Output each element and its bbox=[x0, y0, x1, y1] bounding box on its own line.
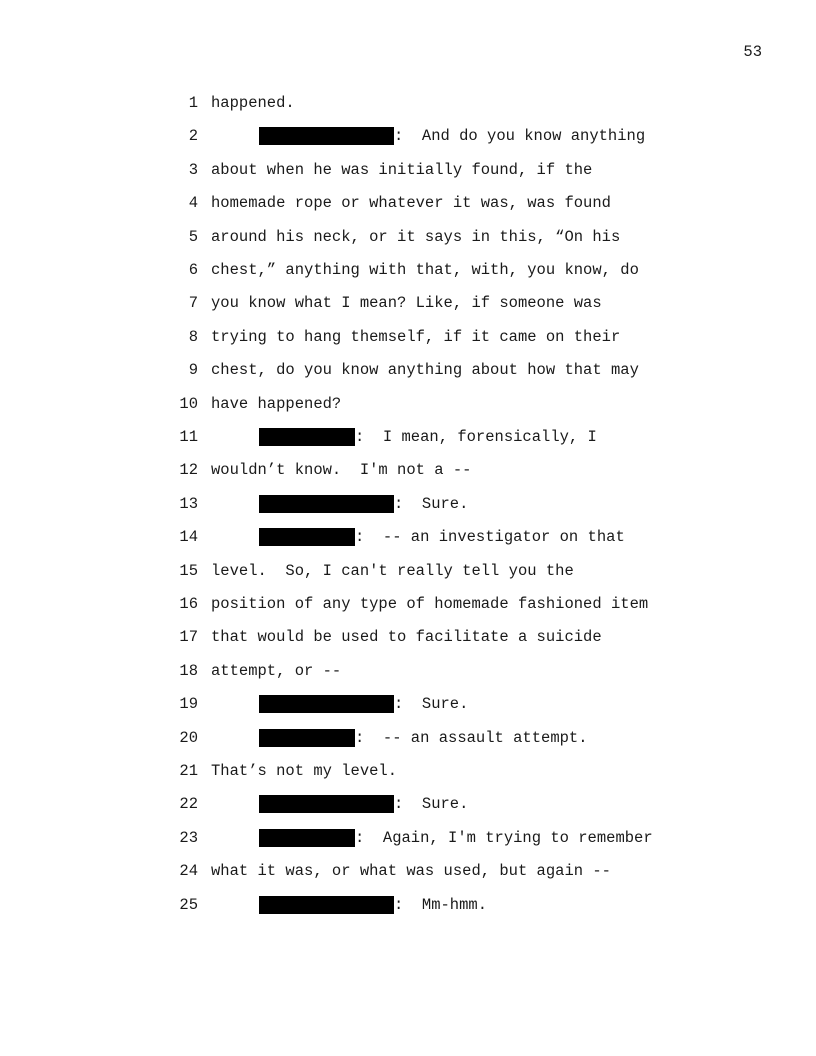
line-content: around his neck, or it says in this, “On his bbox=[211, 227, 621, 246]
line-number: 2 bbox=[188, 127, 198, 146]
line-number: 25 bbox=[179, 895, 198, 914]
transcript-line bbox=[0, 94, 816, 114]
transcript-line bbox=[0, 628, 816, 648]
transcript-line bbox=[0, 595, 816, 615]
line-number: 1 bbox=[188, 94, 198, 112]
line-text: : -- an assault attempt. bbox=[355, 728, 588, 747]
line-number: 8 bbox=[188, 327, 198, 346]
page-number: 53 bbox=[743, 43, 762, 61]
line-content: homemade rope or whatever it was, was found bbox=[211, 194, 611, 213]
line-content: chest,” anything with that, with, you know, do bbox=[211, 261, 639, 279]
redacted-speaker-name bbox=[259, 495, 394, 513]
line-text: : Sure. bbox=[394, 494, 469, 513]
redacted-speaker-name bbox=[259, 528, 355, 546]
line-content: happened. bbox=[211, 94, 295, 112]
line-content: that would be used to facilitate a suicide bbox=[211, 628, 602, 647]
line-number: 16 bbox=[179, 595, 198, 613]
line-number: 7 bbox=[188, 294, 198, 313]
redacted-speaker-name bbox=[259, 896, 394, 914]
transcript-line bbox=[0, 896, 816, 916]
line-number: 11 bbox=[179, 428, 198, 446]
transcript-line bbox=[0, 228, 816, 248]
line-number: 3 bbox=[188, 160, 198, 179]
line-content: what it was, or what was used, but again -- bbox=[211, 862, 611, 881]
line-content bbox=[259, 428, 597, 446]
line-number: 17 bbox=[179, 628, 198, 647]
transcript-line bbox=[0, 461, 816, 481]
line-content bbox=[259, 729, 588, 747]
line-number: 4 bbox=[188, 194, 198, 213]
transcript-line bbox=[0, 194, 816, 214]
redacted-speaker-name bbox=[259, 127, 394, 145]
line-text: : Sure. bbox=[394, 795, 469, 814]
transcript-line bbox=[0, 762, 816, 782]
line-number: 18 bbox=[179, 661, 198, 680]
redacted-speaker-name bbox=[259, 829, 355, 847]
line-content bbox=[259, 495, 468, 513]
line-number: 5 bbox=[188, 227, 198, 246]
transcript-line bbox=[0, 695, 816, 715]
transcript-line bbox=[0, 328, 816, 348]
line-content bbox=[259, 795, 468, 813]
line-text: : And do you know anything bbox=[394, 127, 646, 146]
line-content: have happened? bbox=[211, 394, 342, 413]
transcript-line bbox=[0, 361, 816, 381]
line-content: position of any type of homemade fashioned item bbox=[211, 595, 649, 613]
line-number: 22 bbox=[179, 795, 198, 814]
line-text: : I mean, forensically, I bbox=[355, 428, 597, 446]
line-text: : Sure. bbox=[394, 695, 469, 714]
transcript-line bbox=[0, 562, 816, 582]
line-content: trying to hang themself, if it came on their bbox=[211, 327, 621, 346]
transcript-line bbox=[0, 528, 816, 548]
line-text: : Again, I'm trying to remember bbox=[355, 828, 653, 847]
transcript-line bbox=[0, 495, 816, 515]
transcript-line bbox=[0, 428, 816, 448]
redacted-speaker-name bbox=[259, 428, 355, 446]
line-content bbox=[259, 829, 653, 847]
line-number: 10 bbox=[179, 394, 198, 413]
line-text: : Mm-hmm. bbox=[394, 895, 488, 914]
line-number: 12 bbox=[179, 461, 198, 480]
transcript-line bbox=[0, 729, 816, 749]
line-number: 24 bbox=[179, 862, 198, 881]
line-number: 14 bbox=[179, 528, 198, 547]
transcript-line bbox=[0, 395, 816, 415]
line-number: 6 bbox=[188, 261, 198, 279]
transcript-line bbox=[0, 829, 816, 849]
transcript-line bbox=[0, 795, 816, 815]
transcript-line bbox=[0, 161, 816, 181]
line-number: 15 bbox=[179, 561, 198, 580]
transcript-line bbox=[0, 662, 816, 682]
line-content bbox=[259, 695, 468, 713]
line-content: attempt, or -- bbox=[211, 661, 342, 680]
redacted-speaker-name bbox=[259, 795, 394, 813]
transcript-line bbox=[0, 127, 816, 147]
transcript-line bbox=[0, 294, 816, 314]
line-number: 23 bbox=[179, 828, 198, 847]
transcript-line bbox=[0, 862, 816, 882]
line-text: : -- an investigator on that bbox=[355, 528, 625, 547]
line-number: 13 bbox=[179, 494, 198, 513]
line-content bbox=[259, 528, 625, 546]
line-content: about when he was initially found, if the bbox=[211, 160, 593, 179]
line-number: 9 bbox=[188, 361, 198, 380]
line-number: 19 bbox=[179, 695, 198, 714]
line-content: chest, do you know anything about how that may bbox=[211, 361, 639, 380]
line-content bbox=[259, 127, 645, 145]
line-number: 21 bbox=[179, 762, 198, 780]
line-content: level. So, I can't really tell you the bbox=[211, 561, 574, 580]
line-content bbox=[259, 896, 487, 914]
redacted-speaker-name bbox=[259, 729, 355, 747]
line-content: you know what I mean? Like, if someone was bbox=[211, 294, 602, 313]
line-content: wouldn’t know. I'm not a -- bbox=[211, 461, 472, 480]
redacted-speaker-name bbox=[259, 695, 394, 713]
line-content: That’s not my level. bbox=[211, 762, 398, 780]
line-number: 20 bbox=[179, 728, 198, 747]
transcript-line bbox=[0, 261, 816, 281]
